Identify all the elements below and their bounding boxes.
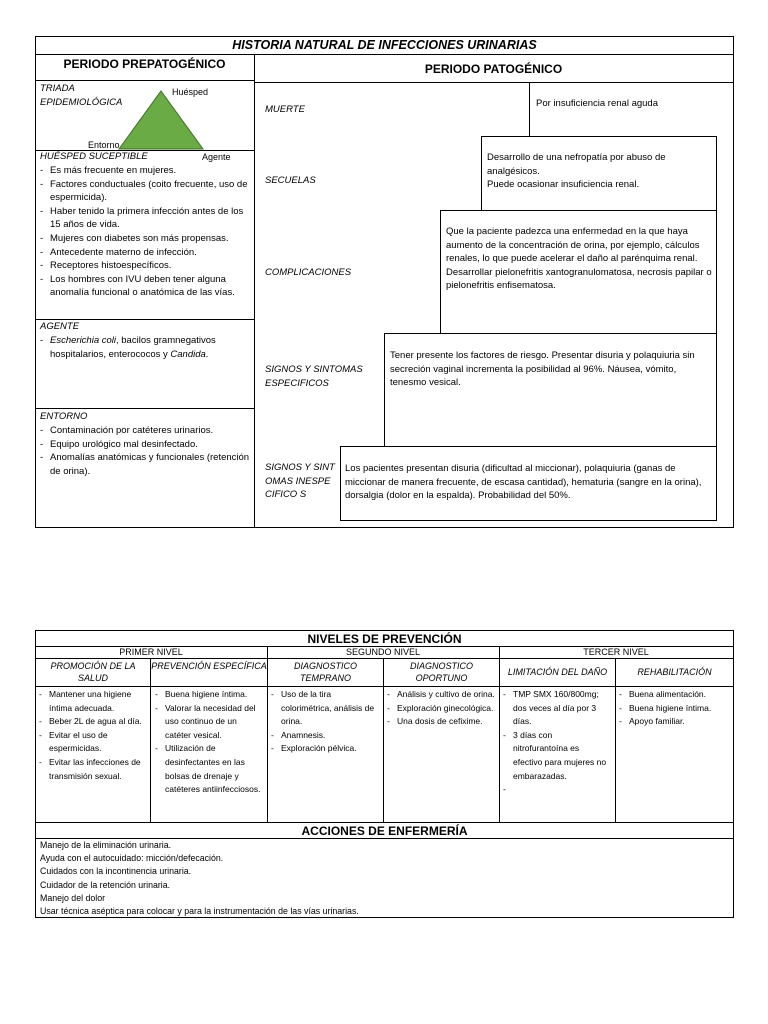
col-promocion [39, 688, 148, 783]
subheader-promocion: PROMOCIÓN DE LA SALUD [50, 661, 136, 683]
list-item: - Factores conductuales (coito frecuente, uso de espermicida). [40, 178, 250, 205]
list-item: Manejo de la eliminación urinaria. [40, 840, 172, 850]
list-item: - Apoyo familiar. [619, 715, 729, 729]
list-item: - Antecedente materno de infección. [40, 246, 250, 260]
level-primer: PRIMER NIVEL [119, 647, 183, 657]
triada-label: TRIADA EPIDEMIOLÓGICA [40, 83, 123, 108]
subheader-diag-temprano: DIAGNOSTICO TEMPRANO [293, 661, 357, 683]
list-item: - 3 días con nitrofurantoína es efectivo para mujeres no embarazadas. [503, 729, 607, 783]
prepatogenico-header: PERIODO PREPATOGÉNICO [63, 57, 226, 71]
list-item: - Buena higiene íntima. [155, 688, 265, 702]
list-item: - Equipo urológico mal desinfectado. [40, 438, 250, 452]
list-item: - Buena higiene íntima. [619, 702, 729, 716]
stage-label-complicaciones: COMPLICACIONES [265, 267, 352, 278]
stage-label-secuelas: SECUELAS [265, 175, 316, 186]
enfermeria-list [40, 839, 730, 918]
stage-text-complicaciones: Que la paciente padezca una enfermedad en la que haya aumento de la concentración de orina, por ejemplo, cálculos renales, lo que puede acelerar el daño al parénquima renal. Desarrollar pielonefritis xantogranulomatosa, necrosis papilar o pielonefritis enfisematosa. [446, 226, 712, 292]
stage-label-especificos: SIGNOS Y SINTOMAS ESPECIFICOS [265, 364, 363, 389]
agente-list [40, 334, 250, 361]
list-item: Ayuda con el autocuidado: micción/defecación. [40, 853, 224, 864]
col-diag-temprano [271, 688, 381, 756]
stage-text-especificos: Tener presente los factores de riesgo. Presentar disuria y polaquiuria sin secreción vaginal incrementa la posibilidad al 96%. Náusea, vómito, tenesmo vesical. [390, 350, 695, 389]
list-item: Cuidador de la retención urinaria. [40, 879, 171, 890]
list-item: - Valorar la necesidad del uso continuo de un catéter vesical. [155, 702, 265, 743]
list-item: - Mujeres con diabetes son más propensas. [40, 232, 250, 246]
entorno-list [40, 424, 250, 478]
agente-title: AGENTE [40, 321, 80, 332]
list-item: - Anamnesis. [271, 729, 381, 743]
list-item: - Es más frecuente en mujeres. [40, 164, 250, 178]
subheader-prevencion: PREVENCIÓN ESPECÍFICA [151, 661, 267, 671]
list-item: - Receptores histoespecíficos. [40, 259, 250, 273]
level-tercer: TERCER NIVEL [583, 647, 649, 657]
col-diag-oportuno [387, 688, 497, 729]
huesped-list [40, 164, 250, 300]
col-rehabilitacion [619, 688, 729, 729]
triada-huesped: Huésped [172, 87, 209, 97]
list-item: - Mantener una higiene íntima adecuada. [39, 688, 148, 715]
prevencion-title: NIVELES DE PREVENCIÓN [307, 632, 462, 646]
enfermeria-title: ACCIONES DE ENFERMERÍA [301, 824, 468, 838]
level-segundo: SEGUNDO NIVEL [345, 647, 421, 657]
list-item: - TMP SMX 160/800mg; dos veces al día por 3 días. [503, 688, 607, 729]
huesped-title: HUÉSPED SUCEPTIBLE [40, 151, 148, 162]
list-item: - Evitar las infecciones de transmisión sexual. [39, 756, 148, 783]
list-item: - Exploración pélvica. [271, 742, 381, 756]
list-item: - Análisis y cultivo de orina. [387, 688, 497, 702]
triada-entorno: Entorno [88, 140, 120, 150]
list-item: Manejo del dolor [40, 892, 106, 903]
patogenico-header: PERIODO PATOGÉNICO [424, 62, 563, 76]
col-limitacion [503, 688, 607, 783]
list-item: - Buena alimentación. [619, 688, 729, 702]
subheader-rehabilitacion: REHABILITACIÓN [637, 667, 712, 677]
col-prevencion [155, 688, 265, 797]
list-item: - Uso de la tira colorimétrica, análisis de orina. [271, 688, 381, 729]
list-item: - Exploración ginecológica. [387, 702, 497, 716]
list-item: - Anomalías anatómicas y funcionales (retención de orina). [40, 451, 250, 478]
list-item: Usar técnica aséptica para colocar y para la instrumentación de las vías urinarias. [40, 906, 359, 917]
list-item: Cuidados con la incontinencia urinaria. [40, 866, 192, 877]
list-item: - Los hombres con IVU deben tener alguna anomalía funcional o anatómica de las vías. [40, 273, 250, 300]
document-title: HISTORIA NATURAL DE INFECCIONES URINARIAS [232, 38, 537, 52]
stage-label-inespecificos: SIGNOS Y SINTOMAS INESPECIFICO S [265, 462, 335, 501]
list-item: - Haber tenido la primera infección antes de los 15 años de vida. [40, 205, 250, 232]
stage-text-muerte: Por insuficiencia renal aguda [536, 98, 658, 109]
list-item: - Escherichia coli, bacilos gramnegativos hospitalarios, enterococos y Candida. [40, 334, 250, 361]
list-item: - Una dosis de cefixime. [387, 715, 497, 729]
list-item: - Evitar el uso de espermicidas. [39, 729, 148, 756]
triada-agente: Agente [202, 152, 231, 162]
subheader-limitacion: LIMITACIÓN DEL DAÑO [507, 667, 608, 677]
list-item: - Utilización de desinfectantes en las bolsas de drenaje y catéteres antiinfecciosos. [155, 742, 265, 796]
stage-text-secuelas: Desarrollo de una nefropatía por abuso de analgésicos. Puede ocasionar insuficiencia renal. [487, 152, 666, 191]
stage-text-inespecificos: Los pacientes presentan disuria (dificultad al miccionar), polaquiuria (ganas de miccionar de manera frecuente, de escasa cantidad), hematuria (sangre en la orina), dorsalgia (dolor en la espalda). Probabilidad del 50%. [345, 463, 702, 502]
entorno-title: ENTORNO [40, 411, 88, 422]
subheader-diag-oportuno: DIAGNOSTICO OPORTUNO [409, 661, 473, 683]
stage-label-muerte: MUERTE [265, 104, 305, 115]
list-item: - Beber 2L de agua al día. [39, 715, 148, 729]
list-item: - Contaminación por catéteres urinarios. [40, 424, 250, 438]
